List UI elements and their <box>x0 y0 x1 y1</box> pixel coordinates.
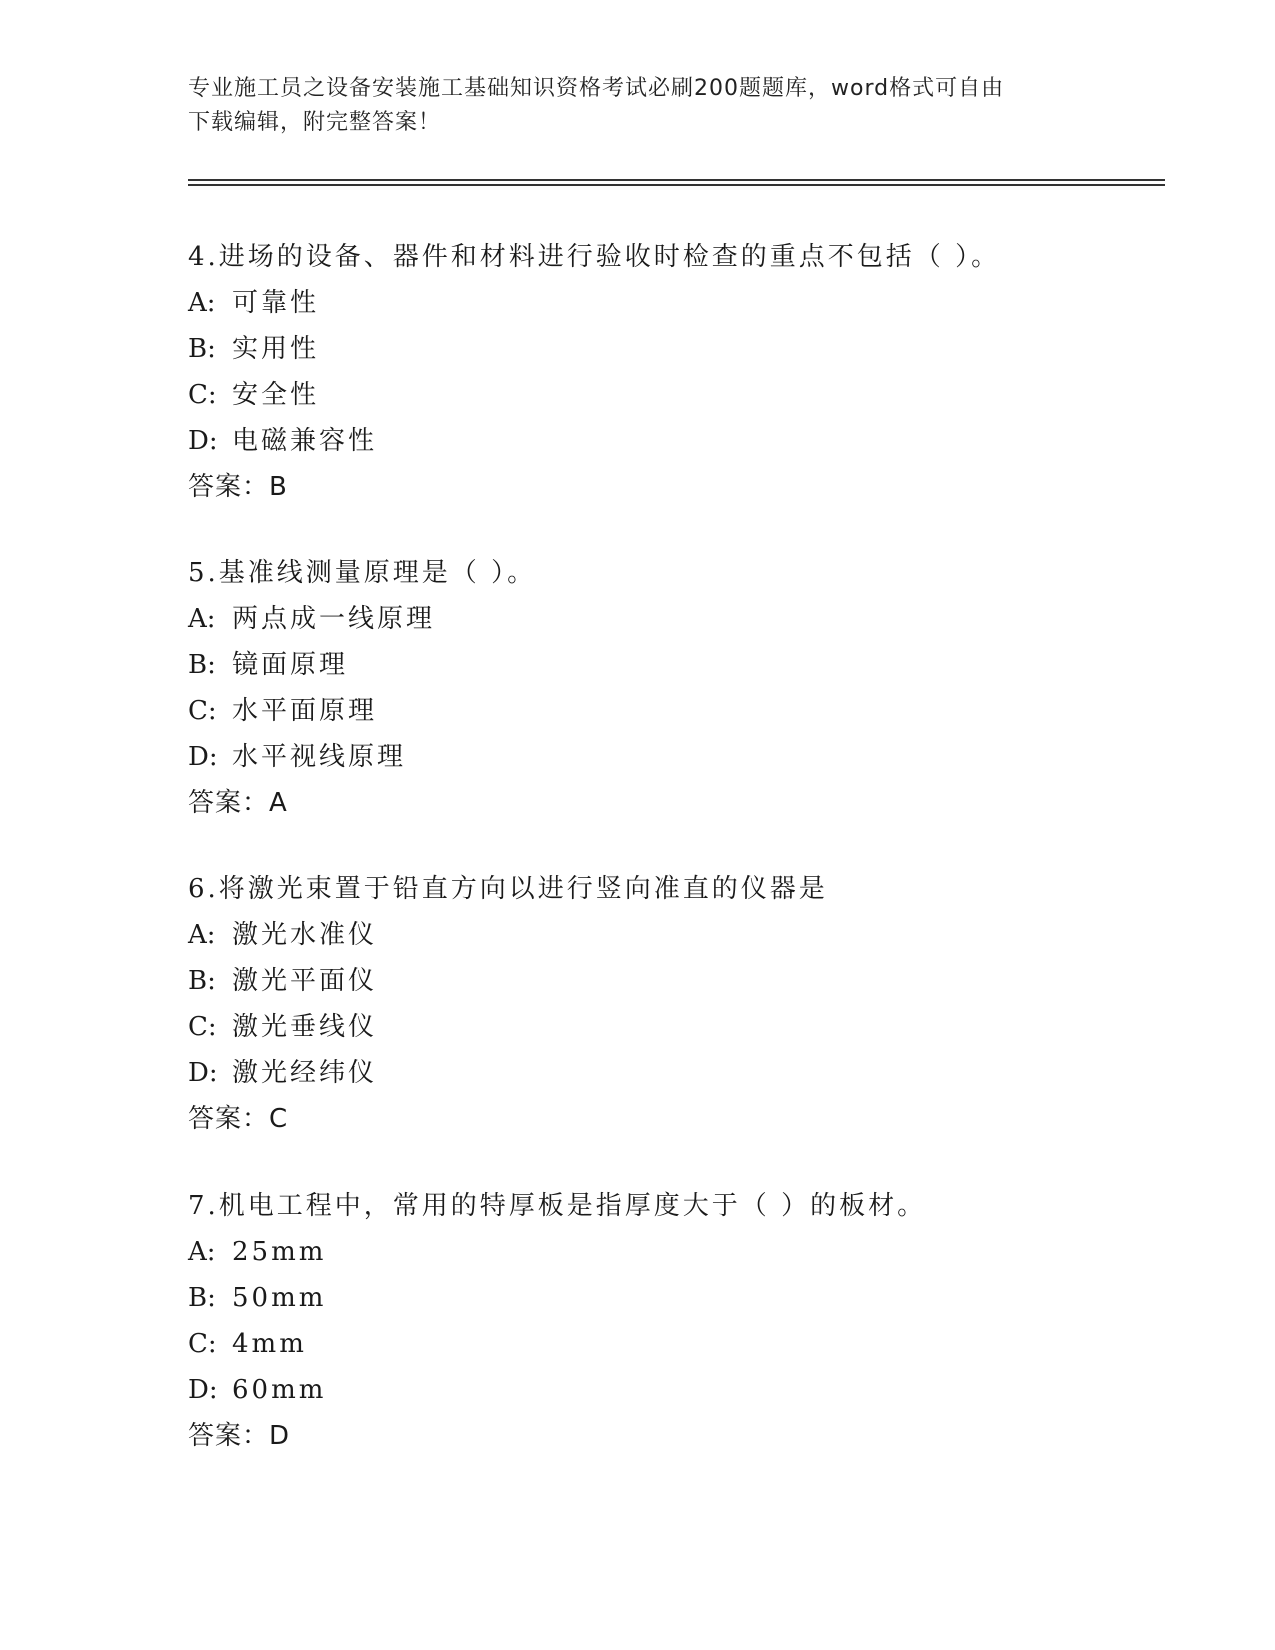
option-text: 4mm <box>232 1329 307 1359</box>
answer-line: 答案：B <box>188 472 288 502</box>
option-text: 实用性 <box>232 334 320 364</box>
option-text: 25mm <box>232 1237 327 1267</box>
option-letter: A: <box>188 920 216 950</box>
question-title: 6.将激光束置于铅直方向以进行竖向准直的仪器是 <box>188 874 828 904</box>
question-title: 5.基准线测量原理是（ ）。 <box>188 558 537 588</box>
option-letter: B: <box>188 650 216 680</box>
option-a <box>188 912 1188 958</box>
option-c <box>188 1321 1188 1367</box>
option-d <box>188 1367 1188 1413</box>
answer-line: 答案：D <box>188 1421 291 1451</box>
option-text: 激光经纬仪 <box>232 1058 378 1088</box>
option-text: 激光平面仪 <box>232 966 378 996</box>
option-a <box>188 1229 1188 1275</box>
option-letter: A: <box>188 604 216 634</box>
option-b <box>188 958 1188 1004</box>
header-divider-bottom <box>188 184 1165 186</box>
option-c <box>188 688 1188 734</box>
option-d <box>188 734 1188 780</box>
document-header <box>188 72 1088 140</box>
answer-line: 答案：A <box>188 788 288 818</box>
option-text: 可靠性 <box>232 288 320 318</box>
option-text: 安全性 <box>232 380 320 410</box>
question-4 <box>188 234 1188 510</box>
question-5 <box>188 550 1188 826</box>
option-letter: B: <box>188 966 216 996</box>
option-a <box>188 280 1188 326</box>
option-letter: C: <box>188 380 217 410</box>
option-letter: D: <box>188 742 218 772</box>
option-text: 50mm <box>232 1283 327 1313</box>
question-7 <box>188 1183 1188 1459</box>
option-text: 镜面原理 <box>232 650 349 680</box>
option-letter: C: <box>188 696 217 726</box>
option-letter: C: <box>188 1329 217 1359</box>
answer-line: 答案：C <box>188 1104 289 1134</box>
option-letter: A: <box>188 288 216 318</box>
option-letter: D: <box>188 426 218 456</box>
option-letter: D: <box>188 1375 218 1405</box>
option-letter: D: <box>188 1058 218 1088</box>
option-d <box>188 1050 1188 1096</box>
option-b <box>188 642 1188 688</box>
option-letter: C: <box>188 1012 217 1042</box>
option-d <box>188 418 1188 464</box>
question-6 <box>188 866 1188 1142</box>
option-b <box>188 1275 1188 1321</box>
option-c <box>188 372 1188 418</box>
question-title: 7.机电工程中，常用的特厚板是指厚度大于（ ）的板材。 <box>188 1191 927 1221</box>
option-b <box>188 326 1188 372</box>
question-title: 4.进场的设备、器件和材料进行验收时检查的重点不包括（ ）。 <box>188 242 1001 272</box>
option-text: 水平视线原理 <box>232 742 407 772</box>
option-text: 电磁兼容性 <box>232 426 378 456</box>
option-letter: B: <box>188 1283 216 1313</box>
option-text: 两点成一线原理 <box>232 604 436 634</box>
header-line-2: 下载编辑，附完整答案！ <box>188 110 442 135</box>
option-a <box>188 596 1188 642</box>
option-text: 水平面原理 <box>232 696 378 726</box>
header-divider-top <box>188 179 1165 181</box>
option-text: 60mm <box>232 1375 327 1405</box>
option-text: 激光垂线仪 <box>232 1012 378 1042</box>
option-c <box>188 1004 1188 1050</box>
header-line-1: 专业施工员之设备安装施工基础知识资格考试必刷200题题库，word格式可自由 <box>188 76 1005 101</box>
option-letter: B: <box>188 334 216 364</box>
option-text: 激光水准仪 <box>232 920 378 950</box>
option-letter: A: <box>188 1237 216 1267</box>
